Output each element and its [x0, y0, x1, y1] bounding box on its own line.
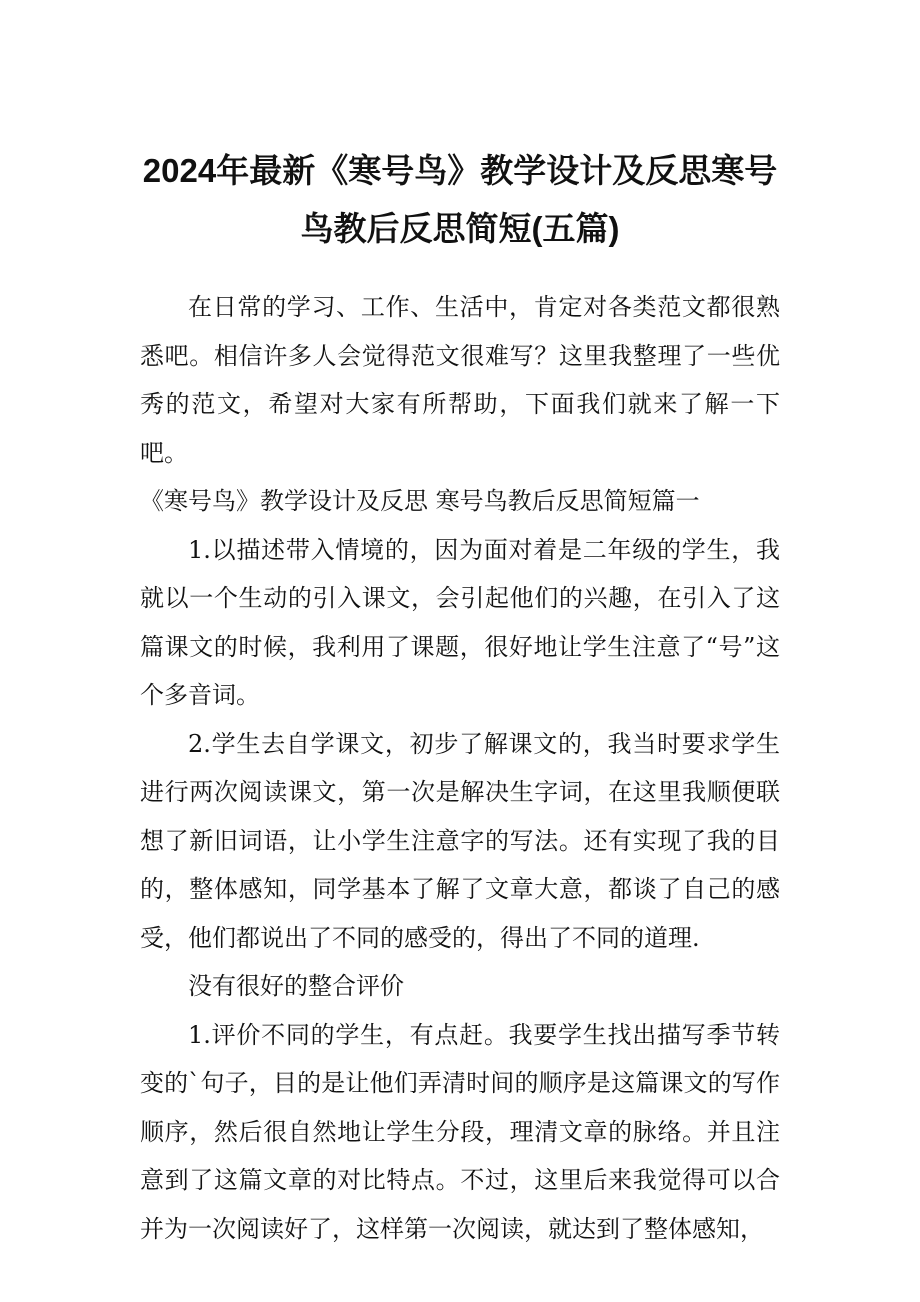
paragraph-item-1: 1.以描述带入情境的，因为面对着是二年级的学生，我就以一个生动的引入课文，会引起他们的兴趣，在引入了这篇课文的时候，我利用了课题，很好地让学生注意了“号”这个多音词。: [140, 535, 780, 709]
paragraph-subheading: 没有很好的整合评价: [188, 972, 404, 1000]
paragraph-item-2: 2.学生去自学课文，初步了解课文的，我当时要求学生进行两次阅读课文，第一次是解决生字词，在这里我顺便联想了新旧词语，让小学生注意字的写法。还有实现了我的目的，整体感知，同学基本了解了文章大意，都谈了自己的感受，他们都说出了不同的感受的，得出了不同的道理.: [140, 729, 780, 952]
document-body: [140, 283, 780, 1253]
paragraph-intro: 在日常的学习、工作、生活中，肯定对各类范文都很熟悉吧。相信许多人会觉得范文很难写？这里我整理了一些优秀的范文，希望对大家有所帮助，下面我们就来了解一下吧。: [140, 293, 780, 467]
section-heading: 《寒号鸟》教学设计及反思 寒号鸟教后反思简短篇一: [140, 487, 700, 515]
paragraph-evaluation-1: 1.评价不同的学生，有点赶。我要学生找出描写季节转变的`句子，目的是让他们弄清时间的顺序是这篇课文的写作顺序，然后很自然地让学生分段，理清文章的脉络。并且注意到了这篇文章的对比特点。不过，这里后来我觉得可以合并为一次阅读好了，这样第一次阅读，就达到了整体感知，: [140, 1020, 780, 1243]
document-title: 2024年最新《寒号鸟》教学设计及反思寒号鸟教后反思简短(五篇): [142, 152, 778, 247]
